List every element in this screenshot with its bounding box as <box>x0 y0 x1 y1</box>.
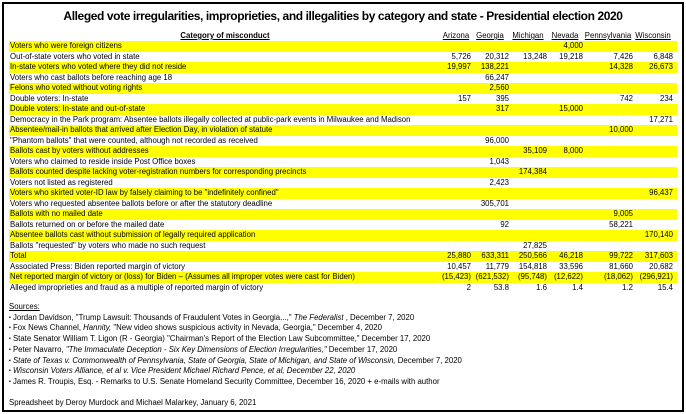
table-row <box>9 230 677 241</box>
value-cell: 317,603 <box>644 251 673 260</box>
value-cell <box>547 73 583 84</box>
value-cell <box>471 167 509 178</box>
table-row <box>9 209 677 220</box>
value-cell: 27,825 <box>523 240 547 250</box>
value-cells <box>441 157 677 168</box>
value-cell <box>509 209 547 220</box>
value-cell: 8,000 <box>563 146 583 155</box>
value-cell <box>471 209 509 220</box>
page-title: Alleged vote irregularities, improprieties, and illegalities by category and state - Presidential election 2020 <box>63 9 623 23</box>
value-cells <box>441 73 677 84</box>
source-item <box>9 377 677 388</box>
value-cell <box>547 115 583 126</box>
value-cells <box>441 188 677 199</box>
value-cell <box>583 167 633 178</box>
state-column-headers <box>441 31 677 40</box>
value-cell <box>441 41 471 52</box>
value-cell: 2,423 <box>489 177 509 187</box>
value-cell <box>633 157 673 168</box>
value-cell <box>471 125 509 136</box>
value-cell <box>471 41 509 52</box>
value-cell: 138,221 <box>480 62 509 71</box>
value-cell <box>441 209 471 220</box>
value-cell <box>633 136 673 147</box>
source-text: Jordan Davidson, "Trump Lawsuit: Thousands of Fraudulent Votes in Georgia...," <box>12 312 294 322</box>
value-cell <box>583 146 633 157</box>
value-cells <box>441 230 677 241</box>
value-cell <box>633 220 673 231</box>
state-header-georgia: Georgia <box>476 31 504 40</box>
category-cell: Absentee/mail-in ballots that arrived after Election Day, in violation of statute <box>10 125 273 134</box>
category-cell: Ballots with no mailed date <box>10 209 103 218</box>
value-cell: 1.4 <box>572 282 583 292</box>
source-text: December 7, 2020 <box>395 355 462 365</box>
category-cell: Felons who voted without voting rights <box>10 83 143 92</box>
value-cell <box>547 220 583 231</box>
value-cells <box>441 146 677 157</box>
value-cell <box>441 230 471 241</box>
value-cell: 15.4 <box>657 282 673 292</box>
value-cell <box>509 199 547 210</box>
value-cell <box>547 94 583 105</box>
value-cell <box>633 41 673 52</box>
category-cell: Associated Press: Biden reported margin of victory <box>10 261 186 271</box>
value-cell <box>547 167 583 178</box>
value-cell <box>441 241 471 252</box>
bullet-icon: ▪ <box>9 357 11 364</box>
spreadsheet <box>2 2 684 412</box>
value-cell: (621,532) <box>475 272 509 281</box>
value-cell <box>583 157 633 168</box>
value-cell: 395 <box>495 93 509 103</box>
value-cell <box>633 83 673 94</box>
value-cell: 317 <box>495 104 509 113</box>
value-cell <box>583 241 633 252</box>
value-cell <box>547 188 583 199</box>
category-column-header: Category of misconduct <box>180 31 270 40</box>
value-cell <box>509 115 547 126</box>
value-cell: 170,140 <box>644 230 673 239</box>
value-cell <box>547 230 583 241</box>
value-cell <box>509 94 547 105</box>
source-text: James R. Troupis, Esq. - Remarks to U.S. Senate Homeland Security Committee, December 16, 2020 + e-mails with author <box>12 376 440 386</box>
state-header-arizona: Arizona <box>442 31 470 40</box>
table-row <box>9 262 677 273</box>
value-cell: 35,109 <box>523 146 547 155</box>
value-cell: 305,701 <box>480 198 509 208</box>
source-text: Wisconsin Voters Alliance, et al v. Vice President Michael Richard Pence, et al, December 22, 2020 <box>12 366 356 376</box>
value-cell: 20,312 <box>485 51 509 61</box>
value-cells <box>441 41 677 52</box>
value-cell <box>633 125 673 136</box>
value-cell <box>633 104 673 115</box>
value-cell <box>583 83 633 94</box>
value-cell <box>633 199 673 210</box>
value-cells <box>441 62 677 73</box>
value-cell <box>583 41 633 52</box>
value-cell: (18,062) <box>603 272 633 281</box>
source-item <box>9 334 677 345</box>
table-row <box>9 94 677 105</box>
value-cell <box>509 73 547 84</box>
category-cell: Voters who skirted voter-ID law by falsely claiming to be "indefinitely confined" <box>10 188 279 197</box>
bullet-icon: ▪ <box>9 314 11 321</box>
value-cell <box>633 178 673 189</box>
value-cells <box>441 209 677 220</box>
value-cell: 6,848 <box>653 51 673 61</box>
value-cell <box>547 199 583 210</box>
table-row <box>9 241 677 252</box>
value-cell: 19,997 <box>447 62 471 71</box>
value-cell <box>583 115 633 126</box>
value-cells <box>441 241 677 252</box>
category-cell: In-state voters who voted where they did not reside <box>10 62 187 71</box>
table-row <box>9 62 677 73</box>
value-cell <box>509 230 547 241</box>
value-cell: (12,622) <box>553 272 583 281</box>
value-cells <box>441 262 677 273</box>
value-cell <box>441 104 471 115</box>
value-cell <box>633 209 673 220</box>
table-row <box>9 188 677 199</box>
value-cell <box>471 146 509 157</box>
category-cell: Voters who claimed to reside inside Post Office boxes <box>10 156 196 166</box>
value-cell <box>547 125 583 136</box>
category-cell: Alleged improprieties and fraud as a multiple of reported margin of victory <box>10 282 264 292</box>
table-row <box>9 83 677 94</box>
category-cell: Double voters: In-state and out-of-state <box>10 104 146 113</box>
state-header-pennsylvania: Pennsylvania <box>584 31 632 40</box>
table-header-row <box>9 28 677 40</box>
value-cell: 46,218 <box>559 251 583 260</box>
value-cell: 9,005 <box>613 209 633 218</box>
category-cell: Net reported margin of victory or (loss) for Biden – (Assumes all improper votes were cast for Biden) <box>10 272 355 281</box>
value-cell <box>441 220 471 231</box>
table-row <box>9 115 677 126</box>
source-item <box>9 356 677 367</box>
sources-section <box>9 302 677 388</box>
category-cell: "Phantom ballots" that were counted, although not recorded as received <box>10 135 258 145</box>
value-cell <box>583 199 633 210</box>
source-item <box>9 313 677 324</box>
value-cell: 1.6 <box>536 282 547 292</box>
state-header-wisconsin: Wisconsin <box>635 31 671 40</box>
source-text: Hannity, <box>83 323 112 333</box>
value-cell: 633,311 <box>481 251 509 260</box>
category-cell: Voters who were foreign citizens <box>10 41 122 50</box>
value-cell: 99,722 <box>609 251 633 260</box>
table-row <box>9 157 677 168</box>
table-row <box>9 136 677 147</box>
value-cell <box>509 178 547 189</box>
value-cell: 4,000 <box>563 41 583 50</box>
bullet-icon: ▪ <box>9 336 11 343</box>
bullet-icon: ▪ <box>9 368 11 375</box>
value-cell <box>633 146 673 157</box>
table-row <box>9 220 677 231</box>
value-cell: 2,560 <box>489 83 509 92</box>
value-cell <box>441 73 471 84</box>
value-cells <box>441 125 677 136</box>
table-row <box>9 125 677 136</box>
value-cell <box>441 178 471 189</box>
category-cell: Voters who requested absentee ballots before or after the statutory deadline <box>10 198 273 208</box>
value-cell <box>547 241 583 252</box>
value-cell: 10,457 <box>447 261 471 271</box>
value-cell <box>441 136 471 147</box>
value-cell <box>583 73 633 84</box>
value-cells <box>441 251 677 262</box>
value-cell <box>547 157 583 168</box>
value-cell <box>509 62 547 73</box>
state-header-michigan: Michigan <box>512 31 544 40</box>
category-cell: Ballots cast by voters without addresses <box>10 146 149 155</box>
table-row <box>9 199 677 210</box>
table-row <box>9 167 677 178</box>
value-cell <box>547 178 583 189</box>
value-cell <box>633 167 673 178</box>
source-text: "The Immaculate Deception - Six Key Dimensions of Election Irregularities," <box>65 344 327 354</box>
value-cell: 25,880 <box>447 251 471 260</box>
value-cell: 1.2 <box>622 282 633 292</box>
category-cell: Out-of-state voters who voted in state <box>10 51 140 61</box>
value-cell <box>509 220 547 231</box>
table-row <box>9 251 677 262</box>
value-cell: 13,248 <box>523 51 547 61</box>
source-item <box>9 366 677 377</box>
value-cell: 1,043 <box>489 156 509 166</box>
value-cell <box>441 115 471 126</box>
category-cell: Ballots counted despite lacking voter-registration numbers for corresponding precincts <box>10 167 307 176</box>
value-cell: (95,748) <box>517 272 547 281</box>
table-row <box>9 146 677 157</box>
table-row <box>9 178 677 189</box>
source-text: , December 7, 2020 <box>343 312 415 322</box>
table-row <box>9 104 677 115</box>
value-cell <box>583 178 633 189</box>
value-cell <box>633 73 673 84</box>
value-cell <box>441 167 471 178</box>
value-cells <box>441 52 677 63</box>
value-cell: 250,566 <box>518 251 547 260</box>
source-text: State of Texas v. Commonwealth of Pennsylvania, State of Georgia, State of Michigan, and State of Wisconsin, <box>12 355 396 365</box>
value-cell: 20,682 <box>649 261 673 271</box>
value-cell <box>547 209 583 220</box>
value-cell: 11,779 <box>485 261 509 271</box>
table-row <box>9 283 677 294</box>
value-cell <box>583 230 633 241</box>
value-cell: (296,921) <box>639 272 673 281</box>
value-cell <box>441 188 471 199</box>
category-cell: Double voters: In-state <box>10 93 89 103</box>
category-cell: Total <box>10 251 27 260</box>
value-cells <box>441 283 677 294</box>
bullet-icon: ▪ <box>9 325 11 332</box>
value-cell <box>633 241 673 252</box>
value-cell: 742 <box>619 93 633 103</box>
value-cells <box>441 115 677 126</box>
value-cell <box>471 230 509 241</box>
value-cell <box>547 62 583 73</box>
footer-credit: Spreadsheet by Deroy Murdock and Michael Malarkey, January 6, 2021 <box>9 397 257 407</box>
bullet-icon: ▪ <box>9 378 11 385</box>
value-cell <box>547 136 583 147</box>
value-cells <box>441 94 677 105</box>
value-cell: 7,426 <box>613 51 633 61</box>
table-row <box>9 52 677 63</box>
value-cell <box>441 83 471 94</box>
value-cell: 154,818 <box>518 261 547 271</box>
value-cell <box>509 41 547 52</box>
category-cell: Ballots returned on or before the mailed date <box>10 219 165 229</box>
value-cells <box>441 104 677 115</box>
value-cells <box>441 136 677 147</box>
category-cell: Voters who cast ballots before reaching age 18 <box>10 72 173 82</box>
value-cell: 53.8 <box>493 282 509 292</box>
value-cell <box>509 188 547 199</box>
value-cell: 33,596 <box>559 261 583 271</box>
state-header-nevada: Nevada <box>551 31 579 40</box>
value-cell <box>509 125 547 136</box>
category-cell: Voters not listed as registered <box>10 177 113 187</box>
value-cell: 96,437 <box>649 188 673 197</box>
value-cell <box>583 104 633 115</box>
value-cell: 58,221 <box>609 219 633 229</box>
value-cell <box>509 157 547 168</box>
category-cell: Absentee ballots cast without submission of legally required application <box>10 230 256 239</box>
category-cell: Democracy in the Park program: Absentee ballots illegally collected at public-park events in Milwaukee and Madison <box>10 114 411 124</box>
value-cell <box>547 83 583 94</box>
value-cell: 26,673 <box>649 62 673 71</box>
value-cell: 14,328 <box>609 62 633 71</box>
value-cell: 17,271 <box>649 114 673 124</box>
value-cell: 157 <box>457 93 471 103</box>
value-cell: 2 <box>466 282 471 292</box>
value-cell <box>471 188 509 199</box>
source-text: The Federalist <box>293 312 344 322</box>
table-row <box>9 272 677 283</box>
value-cell: 174,384 <box>518 167 547 176</box>
sources-list <box>9 313 677 388</box>
value-cell: 92 <box>500 219 509 229</box>
table-row <box>9 73 677 84</box>
source-item <box>9 345 677 356</box>
category-cell: Ballots "requested" by voters who made no such request <box>10 240 206 250</box>
value-cell: 5,726 <box>451 51 471 61</box>
value-cell: 66,247 <box>485 72 509 82</box>
table-row <box>9 41 677 52</box>
value-cell <box>583 188 633 199</box>
value-cell: 234 <box>659 93 673 103</box>
source-item <box>9 323 677 334</box>
source-text: Fox News Channel, <box>12 323 84 333</box>
value-cells <box>441 199 677 210</box>
value-cells <box>441 83 677 94</box>
value-cells <box>441 220 677 231</box>
bullet-icon: ▪ <box>9 346 11 353</box>
value-cell: 15,000 <box>559 104 583 113</box>
source-text: Peter Navarro, <box>12 344 66 354</box>
value-cell <box>441 146 471 157</box>
source-text: State Senator William T. Ligon (R - Georgia) "Chairman's Report of the Election Law Subcommittee," December 17, 2020 <box>12 334 431 344</box>
source-text: December 17, 2020 <box>326 344 398 354</box>
value-cell: 19,218 <box>559 51 583 61</box>
value-cell <box>471 115 509 126</box>
value-cell <box>441 157 471 168</box>
value-cell: 96,000 <box>485 135 509 145</box>
value-cells <box>441 178 677 189</box>
value-cell: 10,000 <box>609 125 633 134</box>
value-cell: (15,423) <box>441 272 471 281</box>
value-cell <box>509 104 547 115</box>
value-cell <box>441 199 471 210</box>
value-cell <box>471 241 509 252</box>
value-cell: 81,660 <box>609 261 633 271</box>
value-cell <box>509 83 547 94</box>
value-cells <box>441 272 677 283</box>
value-cell <box>509 136 547 147</box>
value-cell <box>441 125 471 136</box>
sources-heading: Sources: <box>9 302 40 311</box>
source-text: "New video shows suspicious activity in Nevada, Georgia," December 4, 2020 <box>111 323 382 333</box>
value-cell <box>583 136 633 147</box>
table-body <box>9 41 677 293</box>
value-cells <box>441 167 677 178</box>
